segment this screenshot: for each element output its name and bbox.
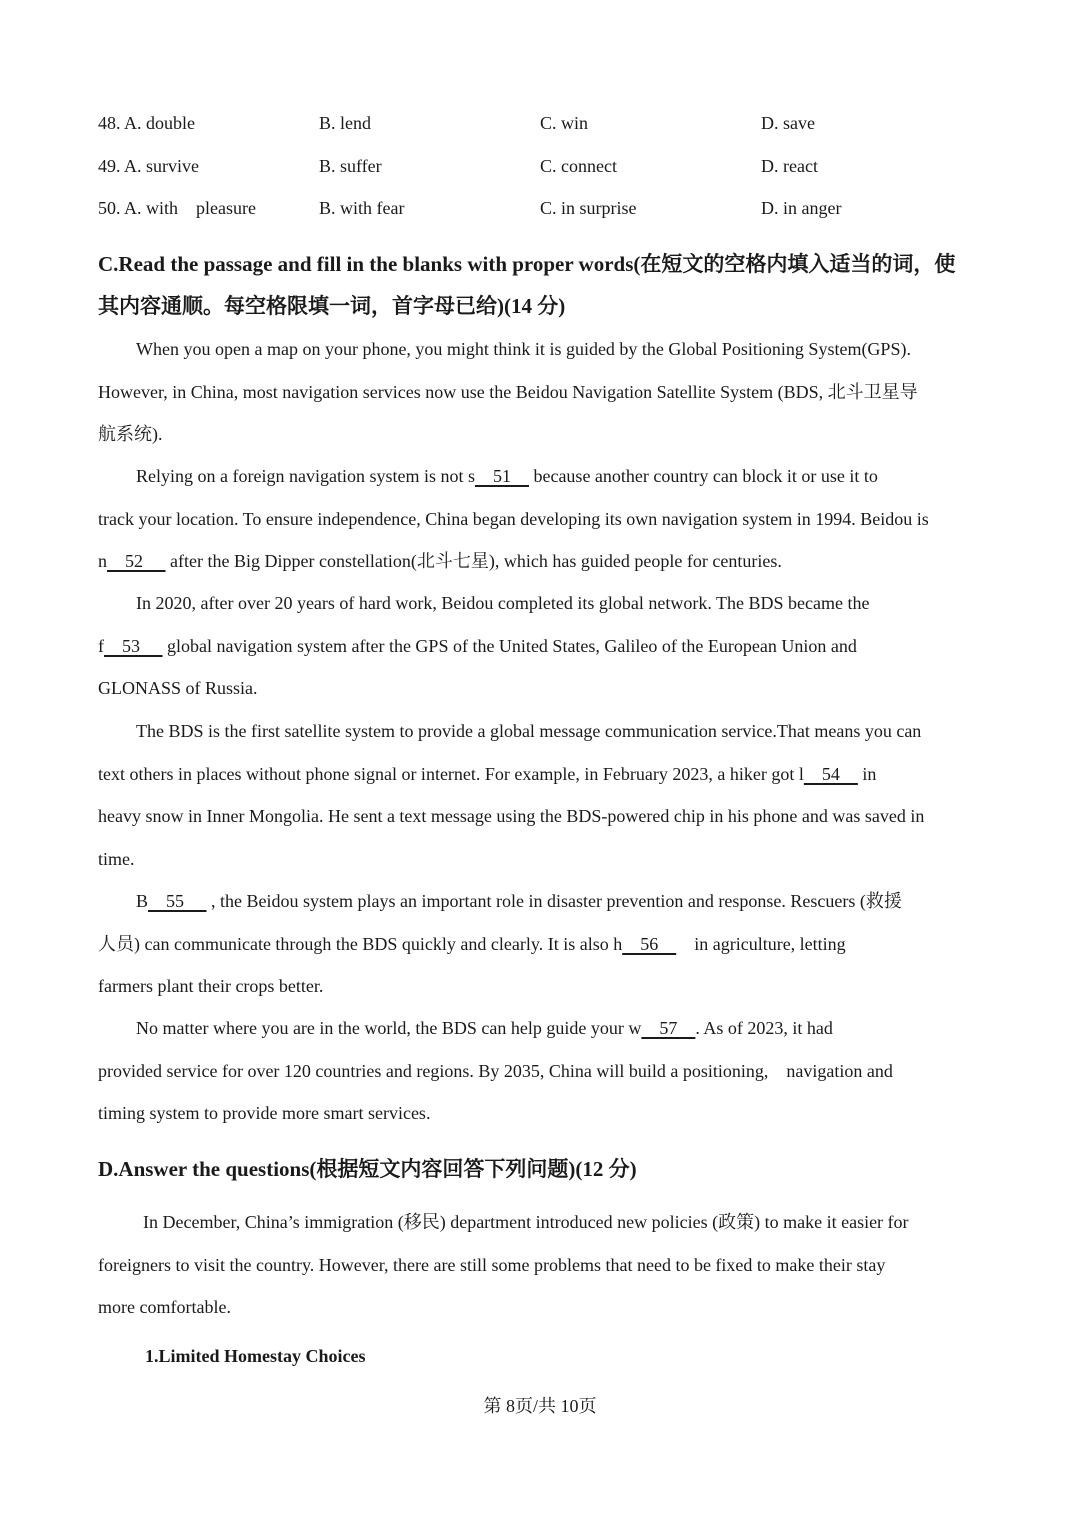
option-48-d: D. save — [761, 113, 815, 133]
option-48-c: C. win — [540, 113, 589, 133]
blank-56[interactable]: 56 — [622, 933, 677, 954]
blank-55[interactable]: 55 — [148, 891, 207, 911]
option-49-a: 49. A. survive — [98, 156, 200, 176]
section-d-heading: D.Answer the questions(根据短文内容回答下列问题)(12 分) — [98, 1157, 637, 1181]
section-d-paragraph-1: In December, China’s immigration (移民) department introduced new policies (政策) to make it easier for foreigners to visit the country. However, there are still some problems that need to be fixed to make their stay more comfortable. — [98, 1212, 909, 1317]
option-50-a: 50. A. with pleasure — [98, 198, 256, 218]
option-50-c: C. in surprise — [540, 198, 637, 218]
question-48-options — [98, 113, 998, 137]
option-50-d: D. in anger — [761, 198, 842, 218]
section-c-paragraph-2: Relying on a foreign navigation system is not s 51 because another country can block it or use it to track your location. To ensure independence, China began developing its own navigation system in 1994. Beidou is n 52 after the Big Dipper constellation(北斗七星), which has guided people for centuries. — [98, 466, 929, 571]
section-c-paragraph-1: When you open a map on your phone, you might think it is guided by the Global Positioning System(GPS). However, in China, most navigation services now use the Beidou Navigation Satellite System (BDS, 北斗卫星导 航系统). — [98, 339, 918, 444]
section-c-paragraph-4: The BDS is the first satellite system to provide a global message communication service.That means you can text others in places without phone signal or internet. For example, in February 2023, a hiker got l 54 in heavy snow in Inner Mongolia. He sent a text message using the BDS-powered chip in his phone and was saved in time. — [98, 721, 925, 869]
section-c-paragraph-6: No matter where you are in the world, the BDS can help guide your w 57 . As of 2023, it had provided service for over 120 countries and regions. By 2035, China will build a positioning, navigation and timing system to provide more smart services. — [98, 1018, 893, 1123]
question-50-options — [98, 198, 998, 222]
option-50-b: B. with fear — [319, 198, 405, 218]
blank-57[interactable]: 57 — [641, 1018, 696, 1038]
blank-54[interactable]: 54 — [803, 763, 858, 784]
option-48-b: B. lend — [319, 113, 371, 133]
blank-53[interactable]: 53 — [104, 635, 163, 656]
blank-51[interactable]: 51 — [474, 466, 529, 486]
page-number-footer: 第 8页/共 10页 — [483, 1396, 597, 1416]
blank-52[interactable]: 52 — [107, 551, 166, 571]
option-49-c: C. connect — [540, 156, 617, 176]
section-c-paragraph-5: B 55 , the Beidou system plays an important role in disaster prevention and response. Rescuers (救援 人员) can communicate through the BDS quickly and clearly. It is also h 56 in agriculture, letting farmers plant their crops better. — [98, 891, 902, 996]
section-d-subheading-1: 1.Limited Homestay Choices — [145, 1346, 366, 1366]
question-49-options — [98, 156, 998, 180]
option-49-d: D. react — [761, 156, 818, 176]
section-c-heading: C.Read the passage and fill in the blanks with proper words(在短文的空格内填入适当的词，使 其内容通顺。每空格限填一词，首字母已给)(14 分) — [98, 252, 956, 318]
option-49-b: B. suffer — [319, 156, 382, 176]
section-c-paragraph-3: In 2020, after over 20 years of hard work, Beidou completed its global network. The BDS became the f 53 global navigation system after the GPS of the United States, Galileo of the European Union and GLONASS of Russia. — [98, 593, 870, 698]
option-48-a: 48. A. double — [98, 113, 196, 133]
